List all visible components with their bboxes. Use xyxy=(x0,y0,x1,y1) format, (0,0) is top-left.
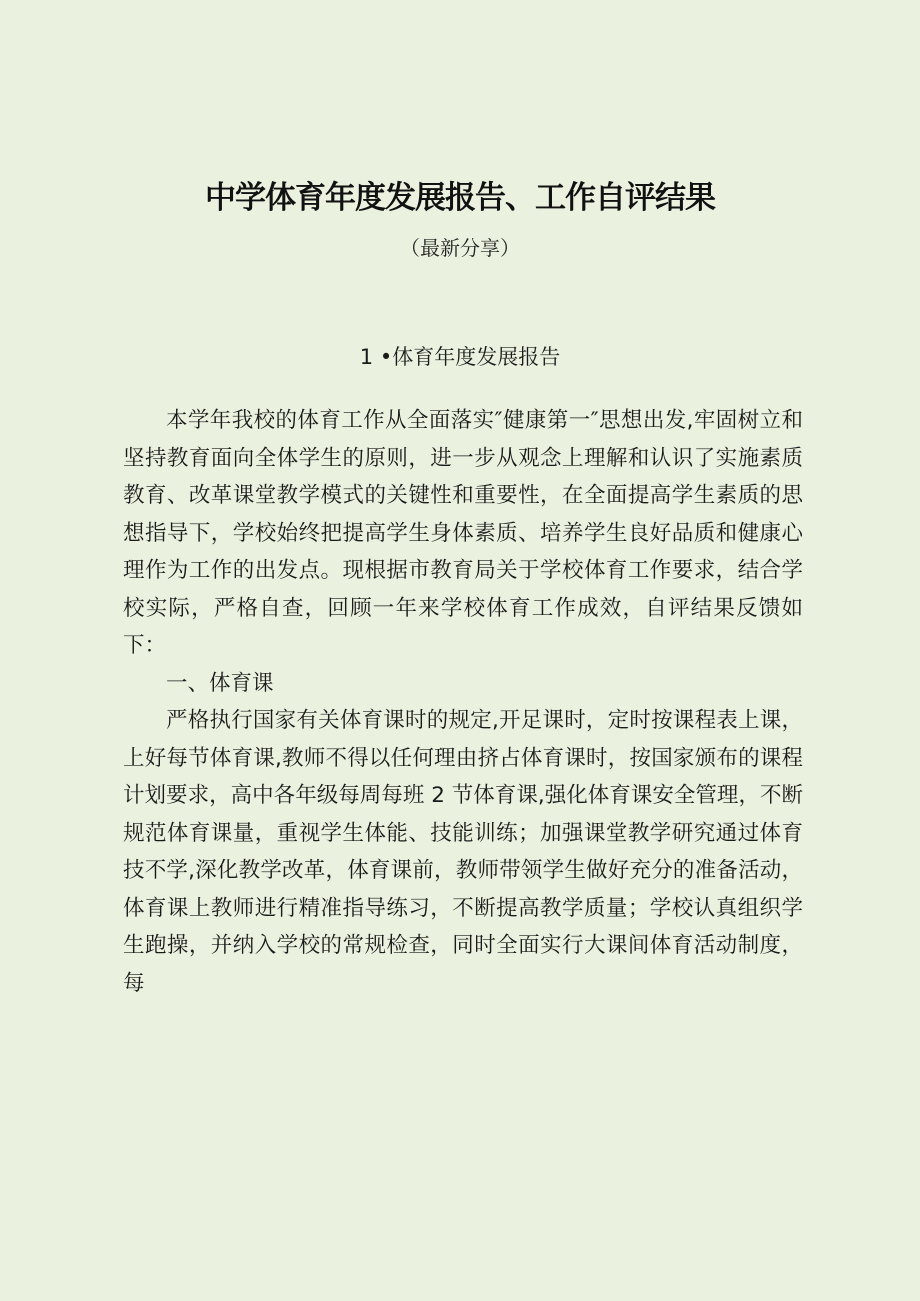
intro-paragraph: 本学年我校的体育工作从全面落实″健康第一″思想出发,牢固树立和坚持教育面向全体学生的原则，进一步从观念上理解和认识了实施素质教育、改革课堂教学模式的关键性和重要性，在全面提高学生素质的思想指导下，学校始终把提高学生身体素质、培养学生良好品质和健康心理作为工作的出发点。现根据市教育局关于学校体育工作要求，结合学校实际，严格自查，回顾一年来学校体育工作成效，自评结果反馈如下： xyxy=(123,408,803,658)
section-title: 1 •体育年度发展报告 xyxy=(359,345,561,369)
document-title: 中学体育年度发展报告、工作自评结果 xyxy=(205,180,715,216)
document-body xyxy=(123,402,803,1002)
section-heading-pe-class: 一、体育课 xyxy=(166,670,274,696)
pe-class-paragraph: 严格执行国家有关体育课时的规定,开足课时，定时按课程表上课，上好每节体育课,教师不得以任何理由挤占体育课时，按国家颁布的课程计划要求，高中各年级每周每班 2 节体育课,强化体育课安全管理，不断规范体育课量，重视学生体能、技能训练；加强课堂教学研究通过体育技不学,深化教学改革，体育课前，教师带领学生做好充分的准备活动，体育课上教师进行精准指导练习，不断提高教学质量；学校认真组织学生跑操，并纳入学校的常规检查，同时全面实行大课间体育活动制度，每 xyxy=(123,708,803,996)
document-subtitle: （最新分享） xyxy=(400,236,520,260)
